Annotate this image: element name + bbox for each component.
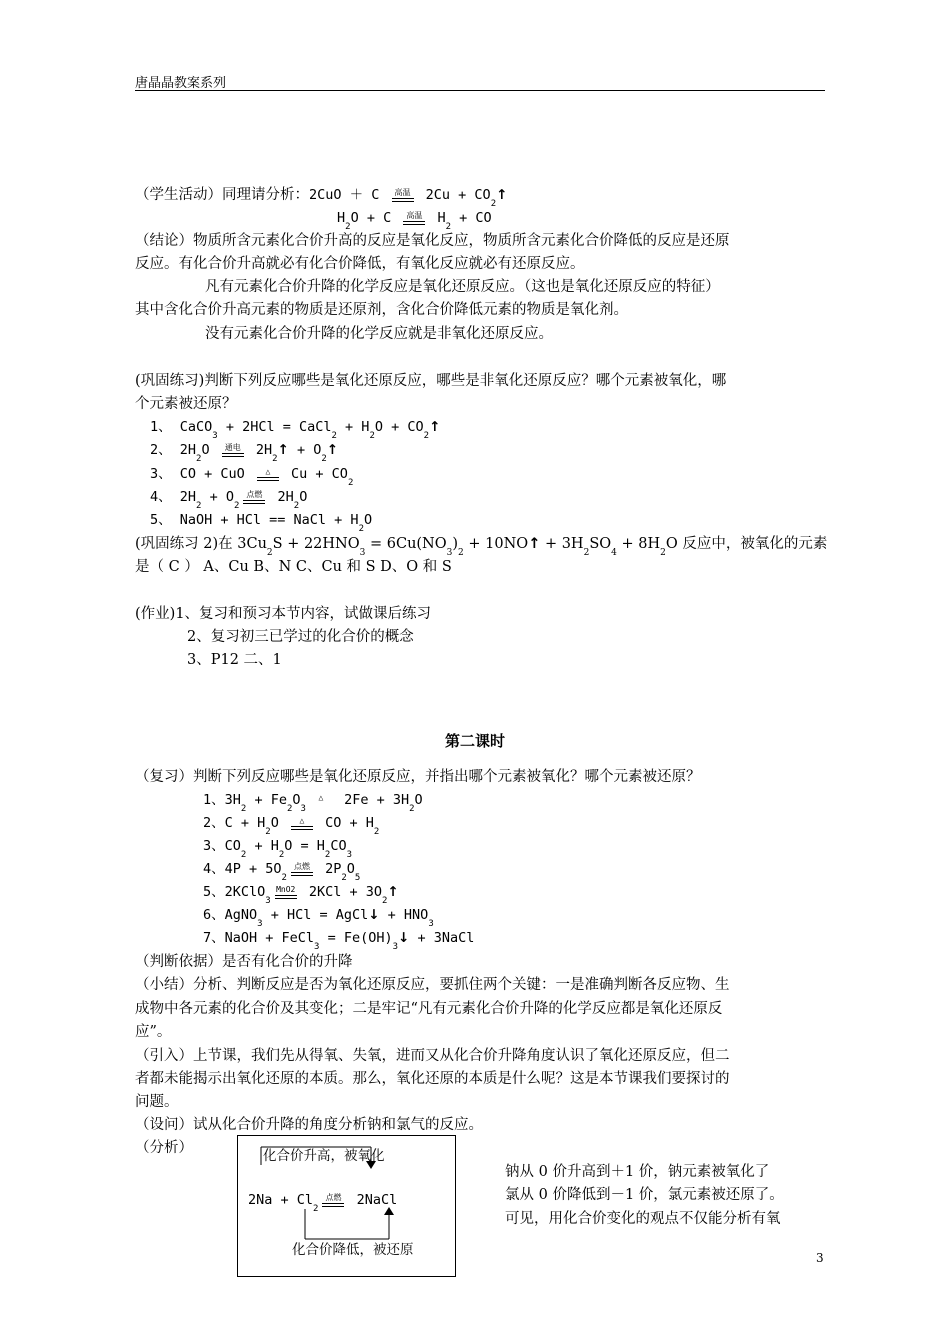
review-eq-4: 4、$4P + 5O_2$ 点燃 $2P_2O_5$ — [203, 861, 361, 883]
summary-line-3: 应”。 — [135, 1024, 172, 1040]
page-number: 3 — [816, 1251, 824, 1265]
intro-line-2: 者都未能揭示出氧化还原的本质。那么，氧化还原的本质是什么呢？这是本节课我们要探讨的 — [135, 1071, 730, 1087]
practice-intro-2: 个元素被还原？ — [135, 396, 237, 412]
conclusion-line-4: 其中含化合价升高元素的物质是还原剂，含化合价降低元素的物质是氧化剂。 — [135, 302, 628, 318]
practice-eq-5: 5、 NaOH + HCl == NaCl + $H_2O$ — [150, 512, 373, 534]
side-text-2: 氯从 0 价降低到－1 价，氯元素被还原了。 — [505, 1187, 784, 1203]
practice2-line-1: (巩固练习 2)在 $3Cu_2S + 22HNO_3 = 6Cu(NO_3)_2$ + 10NO↑ + $3H_2SO_4 + 8H_2O$ 反应中，被氧化的元素 — [135, 536, 828, 558]
conclusion-line-3: 凡有元素化合价升降的化学反应是氧化还原反应。（这也是氧化还原反应的特征） — [205, 279, 720, 295]
side-text-3: 可见，用化合价变化的观点不仅能分析有氧 — [505, 1211, 781, 1227]
intro-line-1: （引入）上节课，我们先从得氧、失氧，进而又从化合价升降角度认识了氧化还原反应，但二 — [135, 1048, 730, 1064]
conclusion-line-5: 没有元素化合价升降的化学反应就是非氧化还原反应。 — [205, 326, 553, 342]
header-rule — [135, 90, 825, 91]
review-eq-1: 1、$3H_2 + Fe_2O_3$ △ $2Fe + 3H_2O$ — [203, 792, 423, 814]
analysis-label: （分析） — [135, 1140, 193, 1156]
conclusion-line-2: 反应。有化合价升高就必有化合价降低，有氧化反应就必有还原反应。 — [135, 256, 585, 272]
side-text-1: 钠从 0 价升高到＋1 价，钠元素被氧化了 — [505, 1164, 770, 1180]
practice-eq-2: 2、 $2H_2O$ 通电 $2H_2↑$ + $O_2↑$ — [150, 442, 339, 464]
review-intro: （复习）判断下列反应哪些是氧化还原反应，并指出哪个元素被氧化？哪个元素被还原？ — [135, 769, 701, 785]
diagram-oxidized-label: 化合价升高，被氧化 — [263, 1148, 385, 1164]
page-header: 唐晶晶教案系列 — [135, 76, 227, 91]
review-eq-3: 3、$CO_2 + H_2O = H_2CO_3$ — [203, 838, 352, 860]
review-eq-2: 2、$C + H_2O$ △ CO + $H_2$ — [203, 815, 380, 837]
student-activity-line: （学生活动）同理请分析：2CuO ＋ C 高温 $2Cu + CO_2↑$ — [135, 187, 508, 209]
practice-eq-4: 4、 $2H_2 + O_2$ 点燃 $2H_2O$ — [150, 489, 308, 511]
review-eq-7: 7、NaOH + FeCl$_3$ = $Fe(OH)_3↓$ + 3NaCl — [203, 930, 475, 952]
question-line: （设问）试从化合价升降的角度分析钠和氯气的反应。 — [135, 1117, 483, 1133]
intro-line-3: 问题。 — [135, 1094, 179, 1110]
judgment-basis: （判断依据）是否有化合价的升降 — [135, 954, 353, 970]
diagram-reduced-label: 化合价降低，被还原 — [292, 1242, 414, 1258]
homework-1: (作业)1、复习和预习本节内容，试做课后练习 — [135, 606, 432, 622]
summary-line-1: （小结）分析、判断反应是否为氧化还原反应，要抓住两个关键：一是准确判断各反应物、生 — [135, 977, 730, 993]
practice2-line-2: 是（ C ） A、Cu B、N C、Cu 和 S D、O 和 S — [135, 559, 452, 575]
review-eq-6: 6、AgNO$_3$ + HCl = AgCl↓ + $HNO_3$ — [203, 907, 434, 929]
homework-2: 2、复习初三已学过的化合价的概念 — [187, 629, 414, 645]
section-title: 第二课时 — [444, 732, 505, 750]
practice-intro-1: (巩固练习)判断下列反应哪些是氧化还原反应，哪些是非氧化还原反应？哪个元素被氧化，哪 — [135, 373, 727, 389]
equation-water-gas: $H_2O + C$ 高温 $H_2$ + CO — [337, 210, 492, 232]
diagram-equation: $2Na + Cl_2$ 点燃 2NaCl — [248, 1192, 398, 1214]
practice-eq-1: 1、 CaCO$_3$ + 2HCl = CaCl$_2$ + $H_2O$ + $CO_2↑$ — [150, 419, 441, 441]
homework-3: 3、P12 二、1 — [187, 652, 282, 668]
summary-line-2: 成物中各元素的化合价及其变化；二是牢记“凡有元素化合价升降的化学反应都是氧化还原反 — [135, 1001, 723, 1017]
review-eq-5: 5、2KClO$_3$ MnO2 $2KCl + 3O_2↑$ — [203, 884, 399, 906]
conclusion-line-1: （结论）物质所含元素化合价升高的反应是氧化反应，物质所含元素化合价降低的反应是还原 — [135, 233, 730, 249]
practice-eq-3: 3、 CO + CuO △ $Cu + CO_2$ — [150, 466, 354, 488]
